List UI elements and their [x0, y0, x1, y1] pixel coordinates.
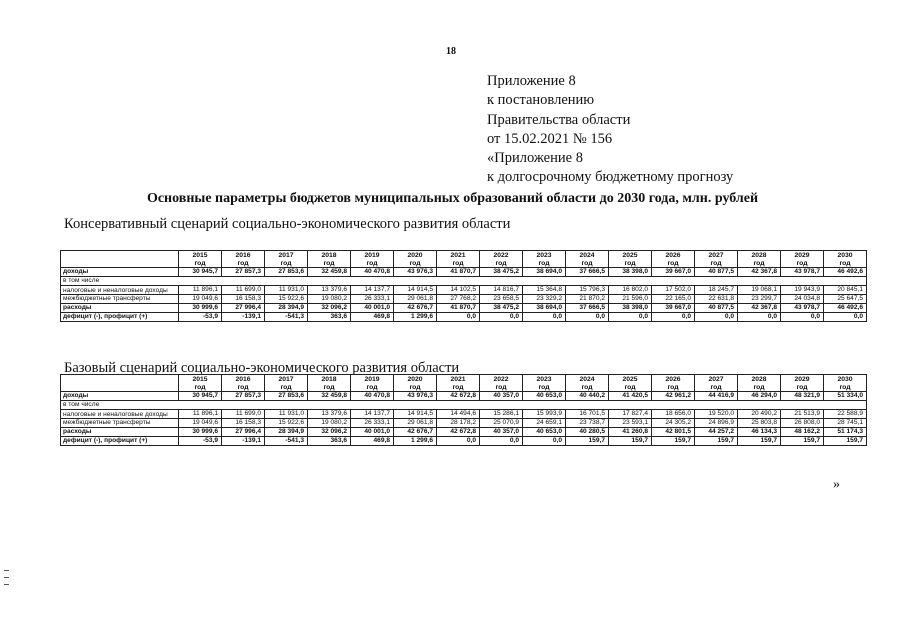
header-label-cell — [61, 375, 179, 392]
value-cell: 14 137,7 — [351, 410, 394, 419]
value-cell: 159,7 — [824, 437, 867, 446]
value-cell: 40 280,5 — [566, 428, 609, 437]
value-cell: 27 853,6 — [265, 392, 308, 401]
value-cell: 38 398,0 — [609, 304, 652, 313]
table-row — [61, 277, 867, 286]
value-cell: 0,0 — [480, 313, 523, 322]
value-cell: 39 667,0 — [652, 304, 695, 313]
row-label: межбюджетные трансферты — [61, 295, 179, 304]
value-cell: 0,0 — [781, 313, 824, 322]
value-cell: 43 978,7 — [781, 268, 824, 277]
value-cell: 14 102,5 — [437, 286, 480, 295]
value-cell: 0,0 — [523, 437, 566, 446]
value-cell: 40 470,8 — [351, 268, 394, 277]
value-cell: 16 158,3 — [222, 295, 265, 304]
value-cell: 14 914,5 — [394, 286, 437, 295]
value-cell: 469,8 — [351, 437, 394, 446]
value-cell: 24 896,9 — [695, 419, 738, 428]
value-cell: 28 394,9 — [265, 428, 308, 437]
year-header: 2019 год — [351, 251, 394, 268]
value-cell: 159,7 — [695, 437, 738, 446]
value-cell: 16 701,5 — [566, 410, 609, 419]
row-label: межбюджетные трансферты — [61, 419, 179, 428]
value-cell: 25 070,9 — [480, 419, 523, 428]
table-row — [61, 428, 867, 437]
value-cell: -53,9 — [179, 437, 222, 446]
value-cell: 363,6 — [308, 313, 351, 322]
value-cell: 26 808,0 — [781, 419, 824, 428]
value-cell: 24 305,2 — [652, 419, 695, 428]
table-row — [61, 410, 867, 419]
year-header: 2023 год — [523, 375, 566, 392]
value-cell: 30 999,6 — [179, 304, 222, 313]
document-title: Основные параметры бюджетов муниципальных образований области до 2030 года, млн. рублей — [146, 191, 759, 206]
value-cell: 27 996,4 — [222, 428, 265, 437]
value-cell: 159,7 — [781, 437, 824, 446]
value-cell: 14 816,7 — [480, 286, 523, 295]
value-cell: 51 334,0 — [824, 392, 867, 401]
value-cell: 14 494,6 — [437, 410, 480, 419]
value-cell: 27 768,2 — [437, 295, 480, 304]
appendix-line: к долгосрочному бюджетному прогнозу — [487, 169, 734, 186]
value-cell: 43 978,7 — [781, 304, 824, 313]
value-cell: 16 802,0 — [609, 286, 652, 295]
value-cell: 363,6 — [308, 437, 351, 446]
year-header: 2017 год — [265, 251, 308, 268]
value-cell: 44 257,2 — [695, 428, 738, 437]
year-header: 2030 год — [824, 375, 867, 392]
value-cell: 26 333,1 — [351, 295, 394, 304]
value-cell: 159,7 — [652, 437, 695, 446]
year-header: 2017 год — [265, 375, 308, 392]
value-cell: 48 162,2 — [781, 428, 824, 437]
value-cell: 27 853,6 — [265, 268, 308, 277]
value-cell: -139,1 — [222, 437, 265, 446]
value-cell: 38 398,0 — [609, 268, 652, 277]
value-cell: 40 357,0 — [480, 392, 523, 401]
value-cell: 46 492,6 — [824, 268, 867, 277]
year-header: 2016 год — [222, 251, 265, 268]
table-row — [61, 286, 867, 295]
value-cell: 38 694,0 — [523, 268, 566, 277]
value-cell: 46 294,0 — [738, 392, 781, 401]
value-cell: 26 333,1 — [351, 419, 394, 428]
year-header: 2015 год — [179, 251, 222, 268]
value-cell: 42 801,5 — [652, 428, 695, 437]
value-cell: 0,0 — [480, 437, 523, 446]
value-cell: 11 699,0 — [222, 286, 265, 295]
value-cell: 32 096,2 — [308, 428, 351, 437]
value-cell: 21 513,9 — [781, 410, 824, 419]
value-cell: 0,0 — [609, 313, 652, 322]
value-cell: 1 299,6 — [394, 437, 437, 446]
value-cell: 19 049,6 — [179, 419, 222, 428]
value-cell: 42 672,8 — [437, 428, 480, 437]
value-cell: 48 321,9 — [781, 392, 824, 401]
table-row — [61, 304, 867, 313]
value-cell: 15 993,9 — [523, 410, 566, 419]
value-cell: -139,1 — [222, 313, 265, 322]
margin-mark — [4, 570, 9, 571]
year-header: 2028 год — [738, 251, 781, 268]
year-header: 2027 год — [695, 375, 738, 392]
table-row — [61, 437, 867, 446]
value-cell: 42 961,2 — [652, 392, 695, 401]
value-cell: 29 061,8 — [394, 295, 437, 304]
value-cell: 40 440,2 — [566, 392, 609, 401]
appendix-line: «Приложение 8 — [487, 150, 583, 167]
value-cell: 25 647,5 — [824, 295, 867, 304]
row-label: налоговые и неналоговые доходы — [61, 286, 179, 295]
value-cell: 20 490,2 — [738, 410, 781, 419]
value-cell: 24 659,1 — [523, 419, 566, 428]
appendix-line: от 15.02.2021 № 156 — [487, 130, 613, 147]
value-cell: 30 945,7 — [179, 392, 222, 401]
value-cell: 42 367,8 — [738, 304, 781, 313]
appendix-line: Правительства области — [487, 111, 631, 128]
value-cell: 23 329,2 — [523, 295, 566, 304]
value-cell: 38 475,2 — [480, 304, 523, 313]
margin-mark — [4, 584, 9, 585]
value-cell: 23 658,5 — [480, 295, 523, 304]
year-header: 2024 год — [566, 251, 609, 268]
value-cell: 42 676,7 — [394, 428, 437, 437]
value-cell: 40 470,8 — [351, 392, 394, 401]
year-header: 2022 год — [480, 251, 523, 268]
value-cell: 28 394,9 — [265, 304, 308, 313]
value-cell: 23 593,1 — [609, 419, 652, 428]
value-cell: 41 420,5 — [609, 392, 652, 401]
row-label: доходы — [61, 392, 179, 401]
budget-table-base — [60, 374, 867, 446]
appendix-header — [487, 72, 733, 188]
value-cell: 13 379,6 — [308, 410, 351, 419]
value-cell: 25 803,8 — [738, 419, 781, 428]
row-label: расходы — [61, 428, 179, 437]
header-label-cell — [61, 251, 179, 268]
year-header: 2018 год — [308, 251, 351, 268]
table-row — [61, 313, 867, 322]
year-header: 2030 год — [824, 251, 867, 268]
value-cell: 0,0 — [695, 313, 738, 322]
value-cell: 43 976,3 — [394, 392, 437, 401]
value-cell: 18 656,0 — [652, 410, 695, 419]
value-cell: -53,9 — [179, 313, 222, 322]
table-row — [61, 401, 867, 410]
value-cell: 41 260,8 — [609, 428, 652, 437]
value-cell: 1 299,6 — [394, 313, 437, 322]
value-cell: 14 914,5 — [394, 410, 437, 419]
value-cell: 51 174,3 — [824, 428, 867, 437]
value-cell: 41 870,7 — [437, 268, 480, 277]
value-cell: 19 068,1 — [738, 286, 781, 295]
year-header: 2027 год — [695, 251, 738, 268]
value-cell: 19 943,9 — [781, 286, 824, 295]
value-cell: 30 945,7 — [179, 268, 222, 277]
value-cell: 469,8 — [351, 313, 394, 322]
value-cell: 16 158,3 — [222, 419, 265, 428]
value-cell: 20 845,1 — [824, 286, 867, 295]
table-row — [61, 295, 867, 304]
value-cell: 38 694,0 — [523, 304, 566, 313]
value-cell: 32 459,8 — [308, 268, 351, 277]
value-cell: 11 896,1 — [179, 286, 222, 295]
year-header: 2020 год — [394, 375, 437, 392]
row-label: в том числе — [61, 277, 867, 286]
table-row — [61, 392, 867, 401]
value-cell: 44 416,9 — [695, 392, 738, 401]
value-cell: 21 596,0 — [609, 295, 652, 304]
year-header: 2016 год — [222, 375, 265, 392]
value-cell: 27 996,4 — [222, 304, 265, 313]
value-cell: 38 475,2 — [480, 268, 523, 277]
value-cell: 19 049,6 — [179, 295, 222, 304]
value-cell: 17 827,4 — [609, 410, 652, 419]
year-header: 2026 год — [652, 375, 695, 392]
row-label: в том числе — [61, 401, 867, 410]
year-header: 2022 год — [480, 375, 523, 392]
value-cell: 0,0 — [437, 437, 480, 446]
value-cell: 0,0 — [738, 313, 781, 322]
value-cell: 159,7 — [738, 437, 781, 446]
value-cell: 29 061,8 — [394, 419, 437, 428]
value-cell: 37 666,5 — [566, 304, 609, 313]
value-cell: 32 459,8 — [308, 392, 351, 401]
value-cell: 19 080,2 — [308, 295, 351, 304]
row-label: доходы — [61, 268, 179, 277]
value-cell: 40 001,0 — [351, 428, 394, 437]
value-cell: 15 922,6 — [265, 295, 308, 304]
value-cell: 42 672,8 — [437, 392, 480, 401]
value-cell: 46 492,6 — [824, 304, 867, 313]
value-cell: 22 165,0 — [652, 295, 695, 304]
year-header: 2026 год — [652, 251, 695, 268]
table-row — [61, 268, 867, 277]
value-cell: 14 137,7 — [351, 286, 394, 295]
value-cell: -541,3 — [265, 313, 308, 322]
value-cell: 15 796,3 — [566, 286, 609, 295]
value-cell: 0,0 — [566, 313, 609, 322]
value-cell: 22 588,9 — [824, 410, 867, 419]
value-cell: 11 931,0 — [265, 410, 308, 419]
value-cell: 0,0 — [824, 313, 867, 322]
value-cell: 46 134,3 — [738, 428, 781, 437]
value-cell: 19 520,0 — [695, 410, 738, 419]
value-cell: 0,0 — [652, 313, 695, 322]
value-cell: 19 080,2 — [308, 419, 351, 428]
value-cell: 42 676,7 — [394, 304, 437, 313]
row-label: дефицит (-), профицит (+) — [61, 313, 179, 322]
year-header: 2029 год — [781, 375, 824, 392]
row-label: расходы — [61, 304, 179, 313]
value-cell: 17 502,0 — [652, 286, 695, 295]
value-cell: 39 667,0 — [652, 268, 695, 277]
value-cell: 27 857,3 — [222, 392, 265, 401]
value-cell: 43 976,3 — [394, 268, 437, 277]
value-cell: 23 738,7 — [566, 419, 609, 428]
value-cell: 42 367,8 — [738, 268, 781, 277]
value-cell: 40 653,0 — [523, 392, 566, 401]
value-cell: 27 857,3 — [222, 268, 265, 277]
value-cell: 41 870,7 — [437, 304, 480, 313]
scenario-title-conservative: Консервативный сценарий социально-экономического развития области — [64, 216, 511, 232]
value-cell: 40 357,0 — [480, 428, 523, 437]
value-cell: 0,0 — [437, 313, 480, 322]
budget-table-conservative — [60, 250, 867, 322]
row-label: налоговые и неналоговые доходы — [61, 410, 179, 419]
year-header: 2015 год — [179, 375, 222, 392]
appendix-line: к постановлению — [487, 92, 595, 109]
value-cell: 21 870,2 — [566, 295, 609, 304]
value-cell: 0,0 — [523, 313, 566, 322]
value-cell: 40 877,5 — [695, 304, 738, 313]
year-header: 2025 год — [609, 375, 652, 392]
table-row — [61, 419, 867, 428]
value-cell: 15 922,6 — [265, 419, 308, 428]
value-cell: 22 631,8 — [695, 295, 738, 304]
value-cell: 18 245,7 — [695, 286, 738, 295]
year-header: 2019 год — [351, 375, 394, 392]
year-header: 2023 год — [523, 251, 566, 268]
year-header: 2021 год — [437, 375, 480, 392]
row-label: дефицит (-), профицит (+) — [61, 437, 179, 446]
value-cell: 40 877,5 — [695, 268, 738, 277]
year-header: 2018 год — [308, 375, 351, 392]
year-header: 2020 год — [394, 251, 437, 268]
value-cell: 37 666,5 — [566, 268, 609, 277]
value-cell: 15 286,1 — [480, 410, 523, 419]
year-header: 2024 год — [566, 375, 609, 392]
value-cell: 28 745,1 — [824, 419, 867, 428]
margin-mark — [4, 577, 9, 578]
value-cell: 32 096,2 — [308, 304, 351, 313]
appendix-line: Приложение 8 — [487, 73, 576, 89]
value-cell: 40 001,0 — [351, 304, 394, 313]
year-header: 2021 год — [437, 251, 480, 268]
year-header: 2028 год — [738, 375, 781, 392]
closing-quote: » — [833, 477, 840, 492]
year-header: 2025 год — [609, 251, 652, 268]
value-cell: 11 699,0 — [222, 410, 265, 419]
value-cell: 23 299,7 — [738, 295, 781, 304]
value-cell: 159,7 — [566, 437, 609, 446]
value-cell: -541,3 — [265, 437, 308, 446]
value-cell: 40 653,0 — [523, 428, 566, 437]
value-cell: 28 178,2 — [437, 419, 480, 428]
value-cell: 24 034,8 — [781, 295, 824, 304]
value-cell: 15 364,8 — [523, 286, 566, 295]
value-cell: 11 931,0 — [265, 286, 308, 295]
page-number: 18 — [446, 46, 456, 57]
value-cell: 11 896,1 — [179, 410, 222, 419]
scenario-title-base: Базовый сценарий социально-экономического развития области — [64, 360, 460, 376]
value-cell: 30 999,6 — [179, 428, 222, 437]
value-cell: 13 379,6 — [308, 286, 351, 295]
value-cell: 159,7 — [609, 437, 652, 446]
year-header: 2029 год — [781, 251, 824, 268]
